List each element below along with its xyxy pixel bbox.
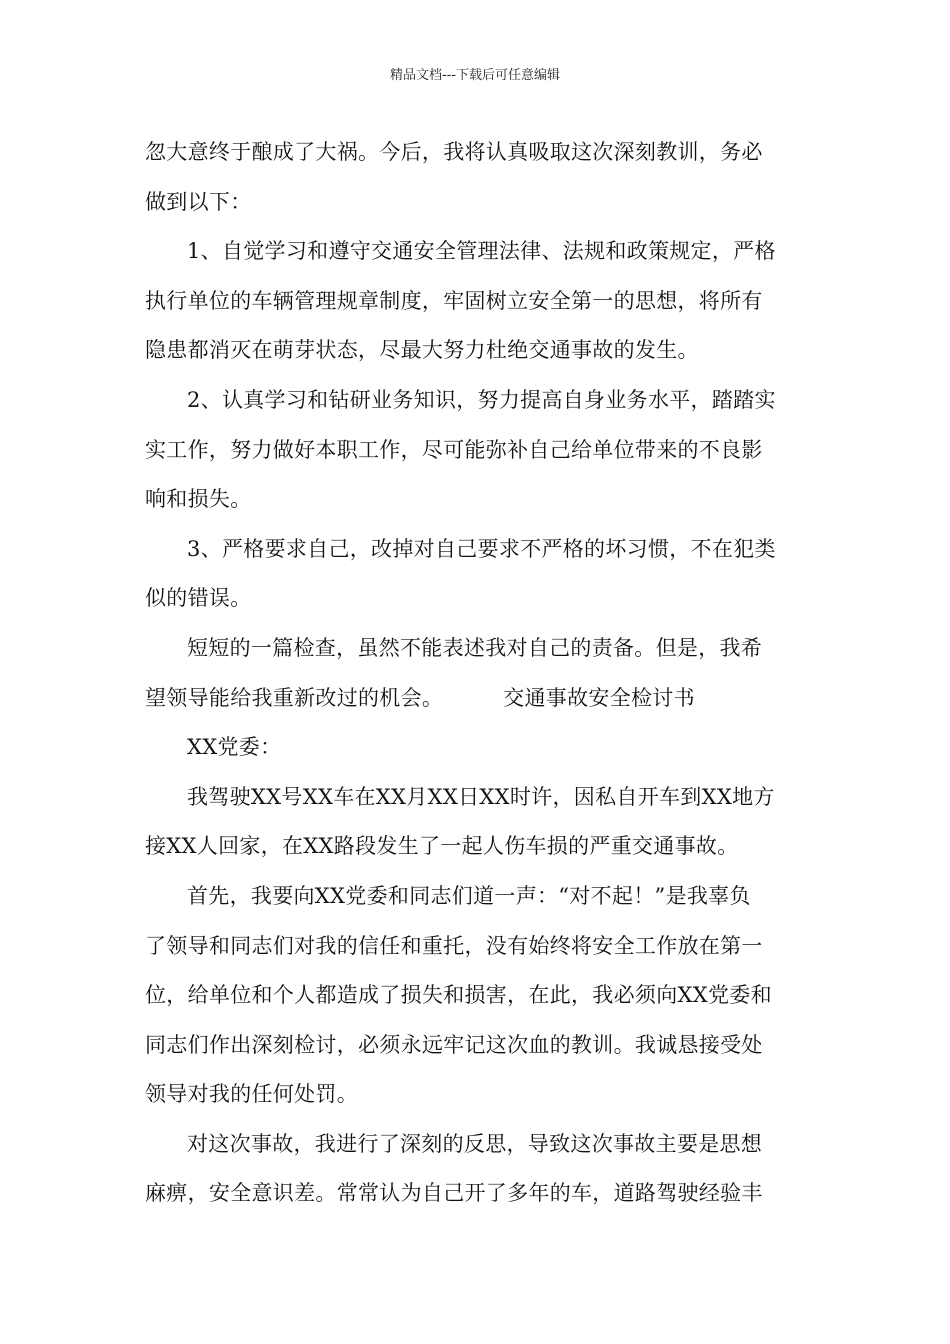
text-line: 执行单位的车辆管理规章制度，牢固树立安全第一的思想，将所有 [145,288,763,313]
text-line: 2、认真学习和钻研业务知识，努力提高自身业务水平，踏踏实 [187,387,776,412]
text-line: 接XX人回家，在XX路段发生了一起人伤车损的严重交通事故。 [145,834,739,859]
text-line: 同志们作出深刻检讨，必须永远牢记这次血的教训。我诚恳接受处 [145,1032,763,1057]
text-line: 实工作，努力做好本职工作，尽可能弥补自己给单位带来的不良影 [145,437,763,462]
text-line: 短短的一篇检查，虽然不能表述我对自己的责备。但是，我希 [187,635,763,660]
text-line: 做到以下： [145,189,252,214]
salutation: XX党委： [187,735,282,760]
text-line: 隐患都消灭在萌芽状态，尽最大努力杜绝交通事故的发生。 [145,338,699,363]
text-line: 3、严格要求自己，改掉对自己要求不严格的坏习惯，不在犯类 [187,536,776,561]
text-line: 响和损失。 [145,487,252,512]
text-line: 首先，我要向XX党委和同志们道一声：“对不起！”是我辜负 [187,883,751,908]
text-line: 位，给单位和个人都造成了损失和损害，在此，我必须向XX党委和 [145,983,772,1008]
text-line: 1、自觉学习和遵守交通安全管理法律、法规和政策规定，严格 [187,239,776,264]
text-line: 似的错误。 [145,586,252,611]
text-line: 麻痹，安全意识差。常常认为自己开了多年的车，道路驾驶经验丰 [145,1181,763,1206]
text-line [145,674,807,724]
document-body [145,128,807,1219]
page-header: 精品文档---下载后可任意编辑 [389,68,561,83]
text-line: 对这次事故，我进行了深刻的反思，导致这次事故主要是思想 [187,1131,763,1156]
line-text: 望领导能给我重新改过的机会。 [145,685,444,710]
text-line: 我驾驶XX号XX车在XX月XX日XX时许，因私自开车到XX地方 [187,784,775,809]
text-line: 了领导和同志们对我的信任和重托，没有始终将安全工作放在第一 [145,933,763,958]
text-line: 忽大意终于酿成了大祸。今后，我将认真吸取这次深刻教训，务必 [145,140,763,164]
text-line: 领导对我的任何处罚。 [145,1082,358,1107]
inline-heading: 交通事故安全检讨书 [503,685,695,710]
